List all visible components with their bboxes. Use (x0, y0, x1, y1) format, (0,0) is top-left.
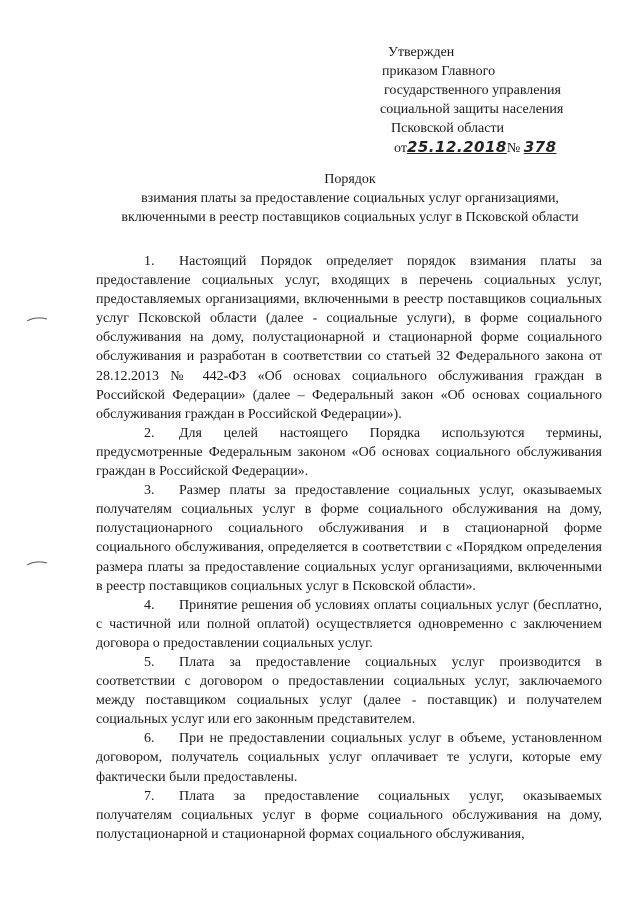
paragraph (96, 481, 602, 596)
document-body (96, 252, 602, 844)
approval-line: Утвержден (388, 45, 455, 60)
approval-line: приказом Главного (382, 64, 496, 79)
document-title (96, 170, 604, 227)
handwritten-date: 25.12.2018 (406, 138, 507, 156)
date-prefix: от (394, 141, 407, 156)
paragraph-text: Принятие решения об условиях оплаты социальных услуг (бесплатно, с частичной или полной оплатой) осуществляется одновременно с заключением договора о предоставлении социальных услуг. (96, 597, 602, 651)
title-subtitle: включенными в реестр поставщиков социальных услуг в Псковской области (121, 210, 579, 225)
paragraph-number: 4. (144, 597, 155, 613)
title-subtitle: взимания платы за предоставление социальных услуг организациями, (141, 191, 559, 206)
paragraph-text: Размер платы за предоставление социальных услуг, оказываемых получателям социальных услуг в форме социального обслуживания на дому, полустационарного социального обслуживания и в стационарной форме социального обслуживания, определяется в соответствии с «Порядком определения размера платы за предоставление социальных услуг организациями, включенными в реестр поставщиков социальных услуг в Псковской области». (96, 483, 602, 594)
paragraph-number: 3. (144, 483, 155, 499)
title-heading: Порядок (324, 172, 376, 187)
paragraph-text: Настоящий Порядок определяет порядок взимания платы за предоставление социальных услуг, входящих в перечень социальных услуг, предоставляемых организациями, включенными в реестр поставщиков социальных услуг Псковской области (далее - социальные услуги), в форме социального обслуживания на дому, полустационарной и стационарной форме социального обслуживания и разработан в соответствии со статьей 32 Федерального закона от 28.12.2013 № 442-ФЗ «Об основах социального обслуживания граждан в Российской Федерации» (далее – Федеральный закон «Об основах социального обслуживания граждан в Российской Федерации»). (96, 254, 602, 422)
paragraph-number: 5. (144, 654, 155, 670)
paragraph-number: 7. (144, 788, 155, 804)
binding-hole-mark (26, 316, 48, 322)
approval-line: государственного управления (384, 83, 561, 98)
paragraph (96, 252, 602, 424)
paragraph-number: 2. (144, 425, 155, 441)
paragraph (96, 653, 602, 729)
approval-line: Псковской области (391, 121, 505, 136)
paragraph (96, 787, 602, 844)
binding-hole-mark (26, 560, 48, 566)
approval-stamp-block (380, 43, 620, 158)
approval-line: социальной защиты населения (380, 102, 564, 117)
number-sign: № (506, 141, 521, 156)
paragraph-text: Плата за предоставление социальных услуг производится в соответствии с договором о предоставлении социальных услуг, заключаемого между поставщиком социальных услуг (далее - поставщик) и получателем социальных услуг или его законным представителем. (96, 654, 602, 728)
paragraph (96, 729, 602, 786)
paragraph (96, 424, 602, 481)
paragraph-text: Плата за предоставление социальных услуг, оказываемых получателям социальных услуг в форме социального обслуживания на дому, полустационарной и стационарной формах социального обслуживания, (96, 788, 602, 842)
approval-date-line (380, 138, 620, 158)
paragraph-number: 1. (144, 254, 155, 269)
paragraph-text: Для целей настоящего Порядка используются термины, предусмотренные Федеральным законом «Об основах социального обслуживания граждан в Российской Федерации». (96, 425, 602, 480)
paragraph-text: При не предоставлении социальных услуг в объеме, установленном договором, получатель социальных услуг оплачивает те услуги, которые ему фактически были предоставлены. (96, 731, 602, 785)
handwritten-number: 378 (523, 138, 557, 156)
paragraph-number: 6. (144, 731, 155, 747)
paragraph (96, 596, 602, 653)
